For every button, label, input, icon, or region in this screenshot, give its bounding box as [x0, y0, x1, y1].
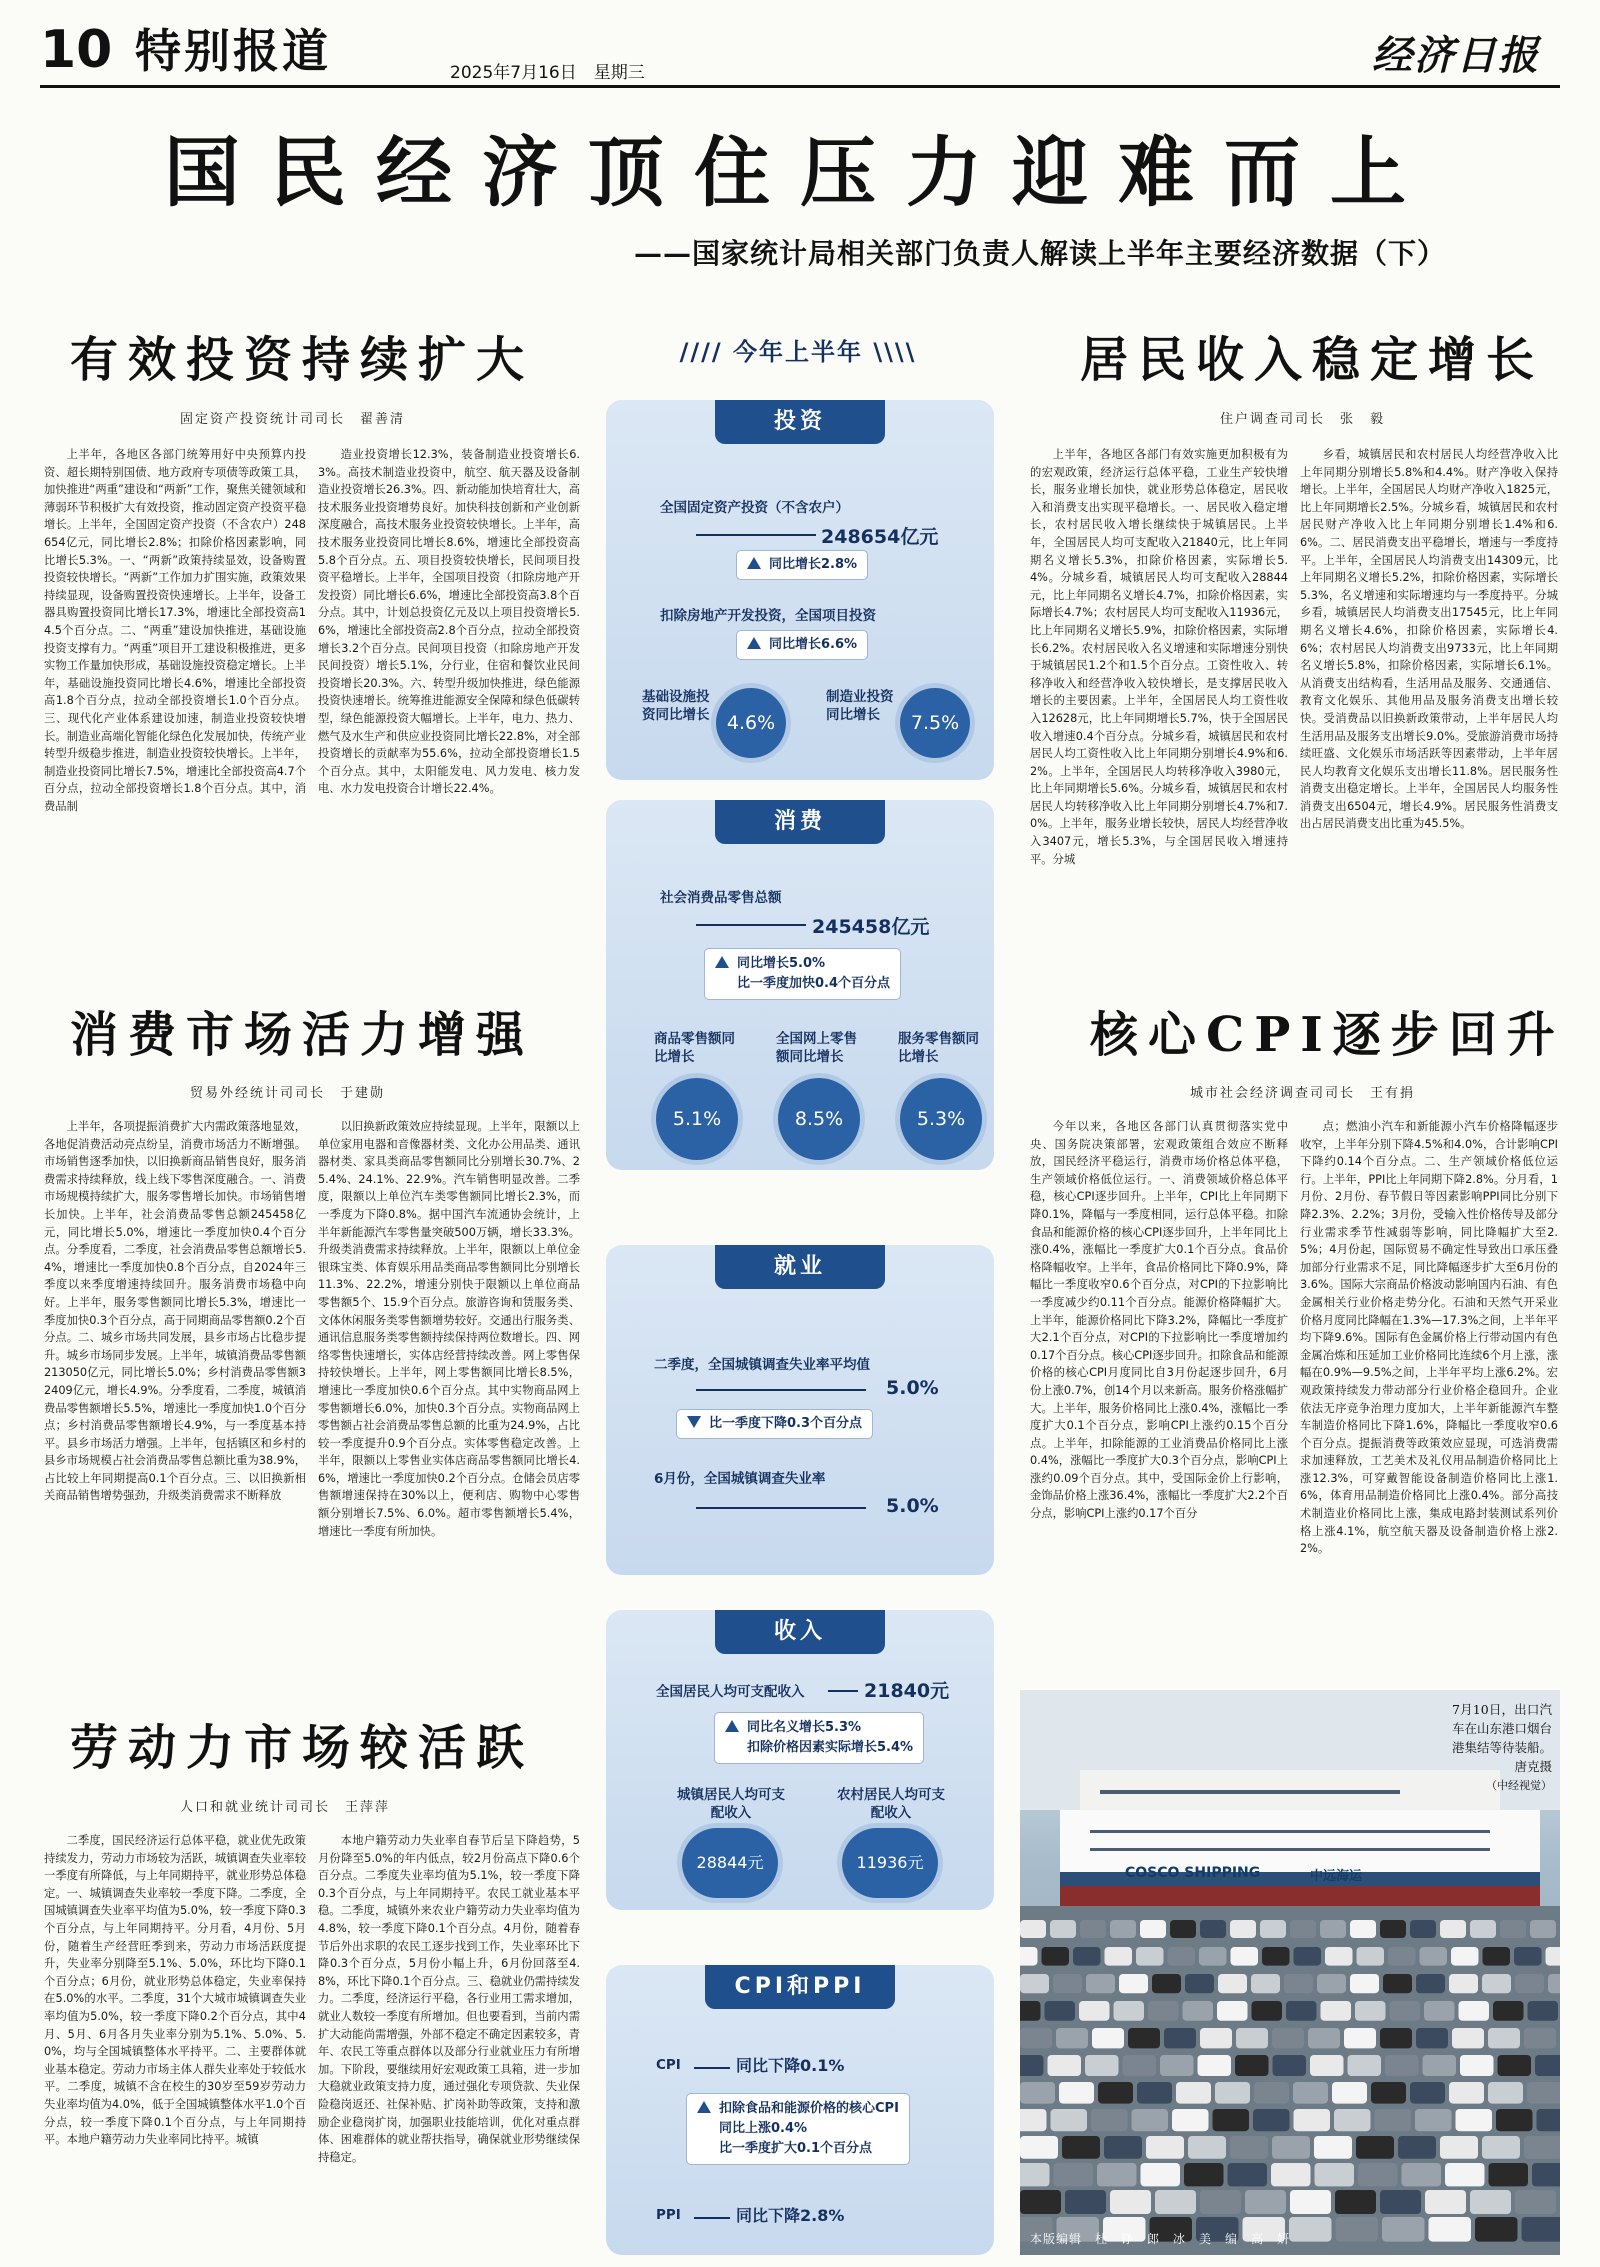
parked-car [1410, 1920, 1436, 1938]
parked-car [1350, 1920, 1376, 1938]
parked-car [1097, 2163, 1137, 2186]
banner-slashes-left: //// [679, 338, 723, 366]
parked-car [1198, 2055, 1232, 2076]
cpi-col1: 今年以来，各地区各部门认真贯彻落实党中央、国务院决策部署，宏观政策组合效应不断释放，国民经济平稳运行，消费市场价格总体平稳，生产领域价格低位运行。一、消费领域价格总体平稳，核心CPI逐步回升。上半年，CPI比上年同期下降0.1%，降幅与一季度相同，运行总体平稳。扣除食品和能源价格的核心CPI逐步回升，上半年同比上涨0.4%，涨幅比一季度扩大0.1个百分点。食品价格降幅收窄。上半年，食品价格同比下降0.9%，降幅比一季度收窄0.6个百分点，对CPI的下拉影响比一季度减少约0.11个百分点。能源价格降幅扩大。上半年，能源价格同比下降3.2%，降幅比一季度扩大2.1个百分点，对CPI的下拉影响比一季度增加约0.17个百分点。核心CPI逐步回升。扣除食品和能源价格的核心CPI月度同比自3月份起逐步回升，6月份上涨0.7%，创14个月以来新高。服务价格涨幅扩大。上半年，服务价格同比上涨0.4%，涨幅比一季度扩大0.1个百分点，影响CPI上涨约0.15个百分点。上半年，扣除能源的工业消费品价格同比上涨0.4%，涨幅比一季度扩大0.3个百分点，影响CPI上涨约0.09个百分点。其中，受国际金价上行影响，金饰品价格上涨36.4%，涨幅比一季度扩大2.2个百分点，影响CPI上涨约0.17个百分 [1030, 1120, 1288, 1521]
parked-car [1515, 2190, 1556, 2214]
parked-car [1522, 2217, 1561, 2242]
photo-caption [1452, 1700, 1552, 1795]
invest-infra-value: 4.6% [716, 688, 786, 758]
parked-car [1020, 1974, 1049, 1993]
price-ppi-value: 同比下降2.8% [736, 2206, 845, 2225]
parked-car [1020, 2136, 1058, 2159]
labor-col1: 二季度，国民经济运行总体平稳，就业优先政策持续发力，劳动力市场较为活跃，城镇调查失业率较一季度有所降低，与上年同期持平，就业形势总体稳定。一、城镇调查失业率较一季度下降。二季度，全国城镇调查失业率平均值为5.0%，较一季度下降0.3个百分点，与上年同期持平。分月看，4月份、5月份，随着生产经营旺季到来，劳动力市场活跃度提升，失业率分别降至5.1%、5.0%，环比均下降0.1个百分点；6月份，就业形势总体稳定，失业率保持在5.0%的水平。二季度，31个大城市城镇调查失业率均值为5.0%，较一季度下降0.2个百分点，其中4月、5月、6月各月失业率分别为5.1%、5.0%、5.0%，均与全国城镇整体水平持平。二、主要群体就业基本稳定。劳动力市场主体人群失业率处于较低水平。二季度，城镇不含在校生的30岁至59岁劳动力失业率均值为4.0%，低于全国城镇整体水平1.0个百分点，较一季度下降0.1个百分点，与上年同期持平。本地户籍劳动力失业率同比持平。城镇 [44, 1834, 306, 2147]
investment-card [606, 400, 994, 780]
employ-q2-label: 二季度，全国城镇调查失业率平均值 [654, 1357, 870, 1373]
parked-car [1172, 2109, 1209, 2131]
parked-car [1488, 2082, 1523, 2104]
investment-tag: 投资 [715, 400, 885, 444]
parked-car [1200, 1920, 1226, 1938]
parked-car [1482, 1974, 1511, 1993]
invest-fai-growth: 同比增长2.8% [769, 557, 858, 572]
parked-car [1059, 2082, 1094, 2104]
parked-car [1020, 2055, 1044, 2076]
parked-car [1415, 2109, 1452, 2131]
parked-car [1493, 2001, 1524, 2021]
income-title: 居民收入稳定增长 [1080, 332, 1545, 388]
parked-car [1141, 2163, 1181, 2186]
parked-car [1048, 2055, 1082, 2076]
price-tag: CPI和PPI [705, 1965, 895, 2009]
parked-car [1020, 2001, 1041, 2021]
consume-retail-accel: 比一季度加快0.4个百分点 [737, 976, 891, 991]
parked-car [1020, 2082, 1055, 2104]
consume-goods-label: 商品零售额同比增长 [654, 1031, 735, 1065]
price-cpi-value: 同比下降0.1% [736, 2056, 845, 2075]
parked-car [1496, 2109, 1533, 2131]
parked-car [1357, 1947, 1385, 1966]
parked-car [1385, 2055, 1419, 2076]
parked-car [1515, 1974, 1544, 1993]
parked-car [1020, 1947, 1038, 1966]
parked-car [1420, 1947, 1448, 1966]
parked-car [1317, 1974, 1346, 1993]
main-headline: 国民经济顶住压力迎难而上 [164, 128, 1436, 217]
parked-car [1449, 2082, 1484, 2104]
sub-headline: ——国家统计局相关部门负责人解读上半年主要经济数据（下） [633, 237, 1446, 270]
parked-car [1320, 1920, 1346, 1938]
invest-infra-label: 基础设施投资同比增长 [642, 689, 710, 723]
parked-car [1272, 2136, 1310, 2159]
parked-car [1423, 2055, 1457, 2076]
price-card [606, 1965, 994, 2255]
parked-car [1230, 2136, 1268, 2159]
parked-car [1228, 2163, 1268, 2186]
price-core-label: 扣除食品和能源价格的核心CPI [719, 2101, 899, 2116]
cpi-col2: 点；燃油小汽车和新能源小汽车价格降幅逐步收窄，上半年分别下降4.5%和4.0%，合计影响CPI下降约0.14个百分点。二、生产领域价格低位运行。上半年，PPI比上年同期下降2.8%。分月看，1月份、2月份、春节假日等因素影响PPI同比分别下降2.3%、2.2%；3月份，受输入性价格传导及部分行业需求季节性减弱等影响，同比降幅扩大至2.5%；4月份起，国际贸易不确定性导致出口承压叠加部分行业需求不足，同比降幅逐步扩大至6月份的3.6%。国际大宗商品价格波动影响国内石油、有色金属相关行业价格走势分化。石油和天然气开采业价格月度同比降幅在1.3%—17.3%之间，上半年平均下降9.6%。国际有色金属价格上行带动国内有色金属冶炼和压延加工业价格同比连续6个月上涨，涨幅在0.9%—9.5%之间，上半年平均上涨6.2%。宏观政策持续发力带动部分行业价格企稳回升。企业依法无序竞争治理力度加大，上半年新能源汽车整车制造价格同比下降1.6%，降幅比一季度收窄0.6个百分点。提振消费等政策效应显现，可选消费需求加速释放，工艺美术及礼仪用品制造价格同比上涨12.3%，可穿戴智能设备制造价格同比上涨1.6%，体育用品制造价格同比上涨0.4%。部分高技术制造业价格同比上涨，集成电路封装测试系列价格上涨4.1%，航空航天器及设备制造价格上涨2.2%。 [1300, 1120, 1558, 1556]
parked-car [1398, 2136, 1436, 2159]
parked-car [1252, 2001, 1283, 2021]
parked-car [1402, 2163, 1442, 2186]
parked-car [1546, 1947, 1561, 1966]
parked-car [1334, 2109, 1371, 2131]
section-name: 特别报道 [135, 24, 331, 78]
parked-car [1110, 2190, 1151, 2214]
parked-car [1235, 2055, 1269, 2076]
consume-retail-line [696, 924, 806, 926]
parked-car [1344, 2028, 1376, 2048]
parked-car [1380, 2190, 1421, 2214]
parked-car [1350, 1974, 1379, 1993]
parked-car [1188, 2136, 1226, 2159]
photo-agency: （中经视觉） [1486, 1779, 1552, 1792]
parked-car [1548, 1974, 1560, 1993]
parked-car [1470, 1920, 1496, 1938]
cpi-byline: 城市社会经济调查司司长 王有捐 [1190, 1086, 1416, 1101]
parked-car [1231, 1947, 1259, 1966]
ship-name-cn: 中远海运 [1310, 1869, 1363, 1884]
parked-car [1272, 2028, 1304, 2048]
parked-car [1286, 2001, 1317, 2021]
parked-car [1314, 2136, 1352, 2159]
up-arrow-icon [697, 2101, 711, 2113]
invest-mfg-value: 7.5% [900, 688, 970, 758]
parked-car [1475, 2217, 1518, 2242]
parked-car [1489, 2163, 1529, 2186]
consumption-col1: 上半年，各项提振消费扩大内需政策落地显效，各地促消费活动亮点纷呈，消费市场活力不断增强。市场销售逐季加快，以旧换新商品销售良好，服务消费需求持续释放，线上线下零售深度融合。一、消费市场规模持续扩大，服务零售增长加快。市场销售增长加快。上半年，社会消费品零售总额245458亿元，同比增长5.0%，增速比一季度加快0.4个百分点。分季度看，二季度，社会消费品零售总额增长5.4%，增速比一季度加快0.8个百分点，自2024年三季度以来季度增速持续回升。服务消费市场稳中向好。上半年，服务零售额同比增长5.3%，增速比一季度加快0.3个百分点，高于同期商品零售额0.2个百分点。二、城乡市场共同发展，县乡市场占比稳步提升。城乡市场同步发展。上半年，城镇消费品零售额213050亿元，同比增长5.0%；乡村消费品零售额32409亿元，增长4.9%。分季度看，二季度，城镇消费品零售额增长5.5%，增速比一季度加快1.0个百分点；乡村消费品零售额增长4.9%，与一季度基本持平。县乡市场活力增强。上半年，包括镇区和乡村的县乡市场规模占社会消费品零售总额比重为38.9%，占比较上年同期提高0.1个百分点。三、以旧换新相关商品销售增势强劲，升级类消费需求不断释放 [44, 1120, 306, 1503]
parked-car [1452, 2028, 1484, 2048]
employ-june-label: 6月份，全国城镇调查失业率 [654, 1471, 826, 1487]
parked-car [1440, 2136, 1478, 2159]
up-arrow-icon [747, 557, 761, 569]
parked-car [1020, 2028, 1052, 2048]
parked-car [1410, 2082, 1445, 2104]
parked-car [1308, 2028, 1340, 2048]
parked-car [1170, 1920, 1196, 1938]
parked-car [1200, 2028, 1232, 2048]
parked-car [1053, 1974, 1082, 1993]
editor-credits: 本版编辑 杜 铮 郎 冰 美 编 高 妍 [1030, 2232, 1291, 2246]
parked-car [1091, 2109, 1128, 2131]
parked-car [1020, 2190, 1061, 2214]
price-cpi-label: CPI [656, 2057, 681, 2073]
investment-col2: 造业投资增长12.3%，装备制造业投资增长6.3%。高技术制造业投资中，航空、航天器及设备制造业投资增长26.3%。四、新动能加快培育壮大，高技术服务业投资增势良好。加快科技创新和产业创新深度融合，高技术服务业投资较快增长。上半年，高技术服务业投资同比增长8.6%，增速比全部投资高5.8个百分点。五、项目投资较快增长，民间项目投资平稳增长。上半年，全国项目投资（扣除房地产开发投资）同比增长6.6%，增速比全部投资高3.8个百分点。其中，计划总投资亿元及以上项目投资增长5.6%，增速比全部投资高2.8个百分点，拉动全部投资增长3.2个百分点。民间项目投资（扣除房地产开发民间投资）增长5.1%，分行业，住宿和餐饮业民间投资增长20.3%。六、转型升级加快推进，绿色能源投资快速增长。统筹推进能源安全保障和绿色低碳转型，绿色能源投资大幅增长。上半年，电力、热力、燃气及水生产和供应业投资同比增长22.8%，对全部投资增长的贡献率为55.6%，拉动全部投资增长1.5个百分点。其中，太阳能发电、风力发电、核力发电、水力发电投资合计增长22.4%。 [318, 448, 580, 796]
invest-project-growth: 同比增长6.6% [769, 637, 858, 652]
parked-car [1348, 2055, 1382, 2076]
consumption-tag: 消费 [715, 800, 885, 844]
parked-car [1449, 1974, 1478, 1993]
investment-title: 有效投资持续扩大 [70, 332, 535, 388]
parked-car [1514, 1947, 1542, 1966]
parked-car [1498, 2055, 1532, 2076]
parked-car [1294, 2109, 1331, 2131]
parked-car [1251, 1974, 1280, 1993]
invest-fai-value: 248654亿元 [821, 526, 939, 548]
parked-car [1119, 1974, 1148, 1993]
income-byline: 住户调查司司长 张 毅 [1220, 412, 1386, 427]
parked-car [1262, 1947, 1290, 1966]
invest-fai-label: 全国固定资产投资（不含农户） [660, 500, 849, 516]
invest-mfg-label: 制造业投资同比增长 [826, 689, 894, 723]
employ-q2-line [696, 1389, 866, 1391]
parked-car [1358, 2163, 1398, 2186]
parked-car [1459, 2001, 1490, 2021]
parked-car [1254, 2082, 1289, 2104]
parked-car [1168, 1947, 1196, 1966]
parked-car [1020, 1920, 1046, 1938]
parked-car [1524, 2028, 1556, 2048]
parked-car [1086, 1974, 1115, 1993]
income-rural-value: 11936元 [842, 1828, 938, 1898]
parked-car [1310, 2055, 1344, 2076]
parked-car [1356, 2136, 1394, 2159]
consume-online-value: 8.5% [778, 1078, 860, 1160]
parked-car [1160, 2055, 1194, 2076]
income-total-label: 全国居民人均可支配收入 [656, 1684, 805, 1700]
parked-car [1335, 2190, 1376, 2214]
parked-car [1020, 2163, 1050, 2186]
parked-car [1073, 1947, 1101, 1966]
income-urban-label: 城镇居民人均可支配收入 [677, 1787, 785, 1821]
income-card [606, 1610, 994, 1910]
parked-car [1042, 1947, 1070, 1966]
parked-car [1092, 2028, 1124, 2048]
parked-car [1440, 1920, 1466, 1938]
parked-car [1136, 1947, 1164, 1966]
parked-car [1375, 2109, 1412, 2131]
income-total-value: 21840元 [864, 1680, 950, 1702]
parked-car [1184, 2163, 1224, 2186]
parked-car [1293, 2082, 1328, 2104]
parked-car [1445, 2163, 1485, 2186]
parked-car [1460, 2055, 1494, 2076]
income-urban-value: 28844元 [682, 1828, 778, 1898]
parked-car [1253, 2109, 1290, 2131]
parked-car [1123, 2055, 1157, 2076]
parked-car [1380, 2028, 1412, 2048]
up-arrow-icon [725, 1720, 739, 1732]
income-real-growth: 扣除价格因素实际增长5.4% [747, 1740, 914, 1755]
parked-car [1332, 2082, 1367, 2104]
parked-car [1336, 2217, 1379, 2242]
parked-car [1140, 1920, 1166, 1938]
newspaper-logo: 经济日报 [1372, 32, 1540, 79]
invest-project-label: 扣除房地产开发投资，全国项目投资 [660, 608, 876, 624]
parked-car [1164, 2028, 1196, 2048]
parked-car [1321, 2001, 1352, 2021]
parked-car [1456, 2109, 1493, 2131]
parked-car [1215, 2082, 1250, 2104]
parked-car [1382, 2217, 1425, 2242]
parked-car [1429, 2217, 1472, 2242]
parked-car [1132, 2109, 1169, 2131]
parked-car [1199, 1947, 1227, 1966]
parked-car [1290, 2190, 1331, 2214]
parked-car [1054, 2163, 1094, 2186]
labor-title: 劳动力市场较活跃 [70, 1720, 535, 1776]
consume-retail-label: 社会消费品零售总额 [660, 890, 782, 906]
cpi-title: 核心CPI逐步回升 [1090, 1007, 1565, 1063]
parked-car [1470, 2190, 1511, 2214]
parked-car [1380, 1920, 1406, 1938]
price-ppi-label: PPI [656, 2207, 681, 2223]
parked-car [1535, 2055, 1560, 2076]
parked-car [1020, 2109, 1047, 2131]
parked-car [1114, 2001, 1145, 2021]
banner-text: 今年上半年 [733, 338, 863, 366]
parked-car [1050, 1920, 1076, 1938]
parked-car [1488, 2028, 1520, 2048]
consume-service-value: 5.3% [900, 1078, 982, 1160]
parked-car [1200, 2190, 1241, 2214]
parked-car [1085, 2055, 1119, 2076]
parked-car [1290, 1920, 1316, 1938]
parked-car [1260, 1920, 1286, 1938]
consume-goods-value: 5.1% [656, 1078, 738, 1160]
photo-caption-text: 7月10日，出口汽车在山东港口烟台港集结等待装船。 [1452, 1702, 1553, 1755]
parked-car [1213, 2109, 1250, 2131]
parked-car [1128, 2028, 1160, 2048]
employ-q2-change: 比一季度下降0.3个百分点 [709, 1416, 863, 1431]
parked-car [1537, 2109, 1561, 2131]
parked-car [1451, 1947, 1479, 1966]
parked-car [1482, 2136, 1520, 2159]
parked-car [1110, 1920, 1136, 1938]
parked-car [1152, 1974, 1181, 1993]
income-col1: 上半年，各地区各部门有效实施更加积极有为的宏观政策，经济运行总体平稳，工业生产较快增长，服务业增长加快，就业形势总体稳定，居民收入和消费支出实现平稳增长。一、居民收入稳定增长，农村居民收入增长继续快于城镇居民。上半年，全国居民人均可支配收入21840元，比上年同期名义增长5.3%，扣除价格因素，实际增长5.4%。分城乡看，城镇居民人均可支配收入28844元，比上年同期名义增长4.7%，扣除价格因素，实际增长4.7%；农村居民人均可支配收入11936元，比上年同期名义增长5.9%，扣除价格因素，实际增长6.2%。农村居民收入名义增速和实际增速分别快于城镇居民1.2个和1.5个百分点。工资性收入、转移净收入和经营净收入较快增长，是支撑居民收入增长的主要因素。上半年，全国居民人均工资性收入12628元，比上年同期增长5.7%，快于全国居民收入增速0.4个百分点。分城乡看，城镇居民和农村居民人均工资性收入比上年同期分别增长4.9%和6.2%。上半年，全国居民人均转移净收入3980元，比上年同期增长5.6%。分城乡看，城镇居民和农村居民人均转移净收入比上年同期分别增长4.7%和7.0%。上半年，服务业增长较快，居民人均经营净收入3407元，增长5.3%，与全国居民收入增速持平。分城 [1030, 448, 1288, 866]
investment-col1: 上半年，各地区各部门统筹用好中央预算内投资、超长期特别国债、地方政府专项债等政策工具，加快推进“两重”建设和“两新”工作，聚焦关键领域和薄弱环节积极扩大有效投资，推动固定资产投资平稳增长。上半年，全国固定资产投资（不含农户）248654亿元，同比增长2.8%；扣除价格因素影响，同比增长5.3%。一、“两新”政策持续显效，设备购置投资较快增长。“两新”工作加力扩围实施，政策效果持续显现，设备购置投资快速增长。上半年，设备工器具购置投资同比增长17.3%，增速比全部投资高14.5个百分点。二、“两重”建设加快推进，基础设施投资支撑有力。“两重”项目开工建设积极推进，更多实物工作量加快形成，基础设施投资稳定增长。上半年，基础设施投资同比增长4.6%，增速比全部投资高1.8个百分点，拉动全部投资增长1.0个百分点。三、现代化产业体系建设加速，制造业投资较快增长。制造业高端化智能化绿色化发展加快，传统产业转型升级稳步推进，制造业投资较快增长。上半年，制造业投资同比增长7.5%，增速比全部投资高4.7个百分点，拉动全部投资增长1.8个百分点。其中，消费品制 [44, 448, 306, 813]
parked-car [1065, 2190, 1106, 2214]
parked-car [1245, 2190, 1286, 2214]
port-photo [1020, 1690, 1560, 2255]
employment-card [606, 1245, 994, 1575]
parked-car [1155, 2190, 1196, 2214]
employment-tag: 就业 [715, 1245, 885, 1289]
parked-car [1424, 2001, 1455, 2021]
parked-car [1528, 2001, 1559, 2021]
price-cpi-line [694, 2067, 730, 2069]
employ-june-line [696, 1507, 866, 1509]
masthead [40, 18, 1560, 88]
parked-car [1045, 2001, 1076, 2021]
parked-car [1062, 2136, 1100, 2159]
income-rural-label: 农村居民人均可支配收入 [837, 1787, 945, 1821]
consumption-byline: 贸易外经统计司司长 于建勋 [190, 1086, 386, 1101]
parked-car [1483, 1947, 1511, 1966]
parked-car [1105, 1947, 1133, 1966]
parked-car [1273, 2055, 1307, 2076]
parked-car [1080, 1920, 1106, 1938]
parked-car [1530, 1920, 1556, 1938]
parked-car [1146, 2136, 1184, 2159]
consume-retail-growth: 同比增长5.0% [737, 956, 826, 971]
up-arrow-icon [715, 956, 729, 968]
center-banner [668, 332, 928, 366]
banner-slashes-right: \\\\ [873, 338, 917, 366]
labor-byline: 人口和就业统计司司长 王萍萍 [180, 1800, 391, 1815]
consumption-title: 消费市场活力增强 [70, 1007, 535, 1063]
consumption-card [606, 800, 994, 1170]
parked-car [1416, 2028, 1448, 2048]
employ-q2-value: 5.0% [886, 1377, 939, 1399]
parked-car [1325, 1947, 1353, 1966]
employ-june-value: 5.0% [886, 1495, 939, 1517]
price-core-value: 同比上涨0.4% [719, 2121, 808, 2136]
parked-car [1217, 2001, 1248, 2021]
parked-car [1137, 2082, 1172, 2104]
parked-car [1051, 2109, 1088, 2131]
parked-car [1383, 1974, 1412, 1993]
parked-car [1416, 1974, 1445, 1993]
up-arrow-icon [747, 637, 761, 649]
invest-fai-line [696, 534, 816, 536]
down-arrow-icon [687, 1416, 701, 1428]
parked-car [1390, 2001, 1421, 2021]
parked-car [1500, 1920, 1526, 1938]
parked-car [1524, 2136, 1560, 2159]
income-col2: 乡看，城镇居民和农村居民人均经营净收入比上年同期分别增长5.8%和4.4%。财产净收入保持增长。上半年，全国居民人均财产净收入1825元，比上年同期增长2.5%。分城乡看，城镇居民和农村居民财产净收入比上年同期分别增长1.4%和6.6%。二、居民消费支出平稳增长，增速与一季度持平。上半年，全国居民人均消费支出14309元，比上年同期名义增长5.2%，扣除价格因素，实际增长5.3%，名义增速和实际增速均与一季度持平。分城乡看，城镇居民人均消费支出17545元，比上年同期名义增长4.6%，扣除价格因素，实际增长4.6%；农村居民人均消费支出9733元，比上年同期名义增长5.8%，扣除价格因素，实际增长6.1%。从消费支出结构看，生活用品及服务、交通通信、教育文化娱乐、其他用品及服务消费支出增长较快。受消费品以旧换新政策带动，上半年居民人均生活用品及服务支出增长9.0%。受旅游消费市场持续旺盛、文化娱乐市场活跃等因素带动，上半年居民人均教育文化娱乐支出增长11.8%。居民服务性消费支出稳定增长。上半年，全国居民人均服务性消费支出6504元，增长4.9%。居民服务性消费支出占居民消费支出比重为45.5%。 [1300, 448, 1558, 831]
parked-car [1289, 2217, 1332, 2242]
parked-car [1315, 2163, 1355, 2186]
parked-car [1532, 2163, 1560, 2186]
price-ppi-line [694, 2217, 730, 2219]
income-tag: 收入 [715, 1610, 885, 1654]
parked-car [1355, 2001, 1386, 2021]
ship-name: COSCO SHIPPING [1125, 1865, 1261, 1881]
parked-car [1425, 2190, 1466, 2214]
parked-car [1371, 2082, 1406, 2104]
photo-credit: 唐克摄 [1514, 1759, 1552, 1774]
parked-car [1148, 2001, 1179, 2021]
parked-car [1236, 2028, 1268, 2048]
parked-car [1176, 2082, 1211, 2104]
consume-service-label: 服务零售额同比增长 [898, 1031, 979, 1065]
page-number: 10 [40, 20, 113, 80]
consume-retail-value: 245458亿元 [812, 916, 930, 938]
parked-car [1218, 1974, 1247, 1993]
parked-car [1284, 1974, 1313, 1993]
investment-byline: 固定资产投资统计司司长 翟善清 [180, 412, 406, 427]
parked-car [1098, 2082, 1133, 2104]
parked-car [1079, 2001, 1110, 2021]
price-core-change: 比一季度扩大0.1个百分点 [719, 2141, 873, 2156]
parked-car [1185, 1974, 1214, 1993]
income-nominal-growth: 同比名义增长5.3% [747, 1720, 862, 1735]
labor-col2: 本地户籍劳动力失业率自春节后呈下降趋势，5月份降至5.0%的年内低点，较2月份高点下降0.6个百分点。二季度失业率均值为5.1%，较一季度下降0.3个百分点，与上年同期持平。农民工就业基本平稳。二季度，城镇外来农业户籍劳动力失业率均值为4.8%，较一季度下降0.1个百分点。4月份，随着春节后外出求职的农民工逐步找到工作，失业率环比下降0.3个百分点，5月份小幅上升，6月份回落至4.8%，环比下降0.1个百分点。三、稳就业仍需持续发力。二季度，经济运行平稳，各行业用工需求增加，就业人数较一季度有所增加。但也要看到，当前内需扩大动能尚需增强，外部不稳定不确定因素较多，青年、农民工等重点群体以及部分行业就业压力有所增加。下阶段，要继续用好宏观政策工具箱，进一步加大稳就业政策支持力度，通过强化专项贷款、失业保险稳岗返还、社保补贴、扩岗补助等政策，支持和激励企业稳岗扩岗，加强职业技能培训，优化对重点群体、困难群体的就业帮扶指导，确保就业形势继续保持稳定。 [318, 1834, 580, 2164]
consume-online-label: 全国网上零售额同比增长 [776, 1031, 857, 1065]
consumption-col2: 以旧换新政策效应持续显现。上半年，限额以上单位家用电器和音像器材类、文化办公用品类、通讯器材类、家具类商品零售额同比分别增长30.7%、25.4%、24.1%、22.9%。汽车销售明显改善。二季度，限额以上单位汽车类零售额同比增长2.3%，而一季度为下降0.8%。据中国汽车流通协会统计，上半年新能源汽车零售量突破500万辆，增长33.3%。升级类消费需求持续释放。上半年，限额以上单位金银珠宝类、体育娱乐用品类商品零售额同比分别增长11.3%、22.2%，增速分别快于限额以上单位商品零售额5个、15.9个百分点。旅游咨询和赁服务类、文体休闲服务类零售额增势较好。交通出行服务类、通讯信息服务类零售额持续保持两位数增长。四、网络零售快速增长，实体店经营持续改善。网上零售保持较快增长。上半年，网上零售额同比增长8.5%，增速比一季度加快0.6个百分点。其中实物商品网上零售额增长6.0%，加快0.3个百分点。实物商品网上零售额占社会消费品零售总额的比重为24.9%，占比较一季度提升0.9个百分点。实体零售稳定改善。上半年，限额以上零售业实体店商品零售额同比增长4.6%，增速比一季度加快0.2个百分点。仓储会员店零售额增速保持在30%以上，便利店、购物中心零售额分别增长7.5%、6.0%。超市零售额增长5.4%，增速比一季度有所加快。 [318, 1120, 580, 1538]
parked-car [1527, 2082, 1560, 2104]
issue-date: 2025年7月16日 星期三 [450, 63, 645, 83]
parked-car [1388, 1947, 1416, 1966]
parked-car [1183, 2001, 1214, 2021]
parked-car [1230, 1920, 1256, 1938]
parked-car [1271, 2163, 1311, 2186]
income-total-line [828, 1690, 858, 1692]
parked-car [1056, 2028, 1088, 2048]
parked-car [1294, 1947, 1322, 1966]
parked-car [1104, 2136, 1142, 2159]
